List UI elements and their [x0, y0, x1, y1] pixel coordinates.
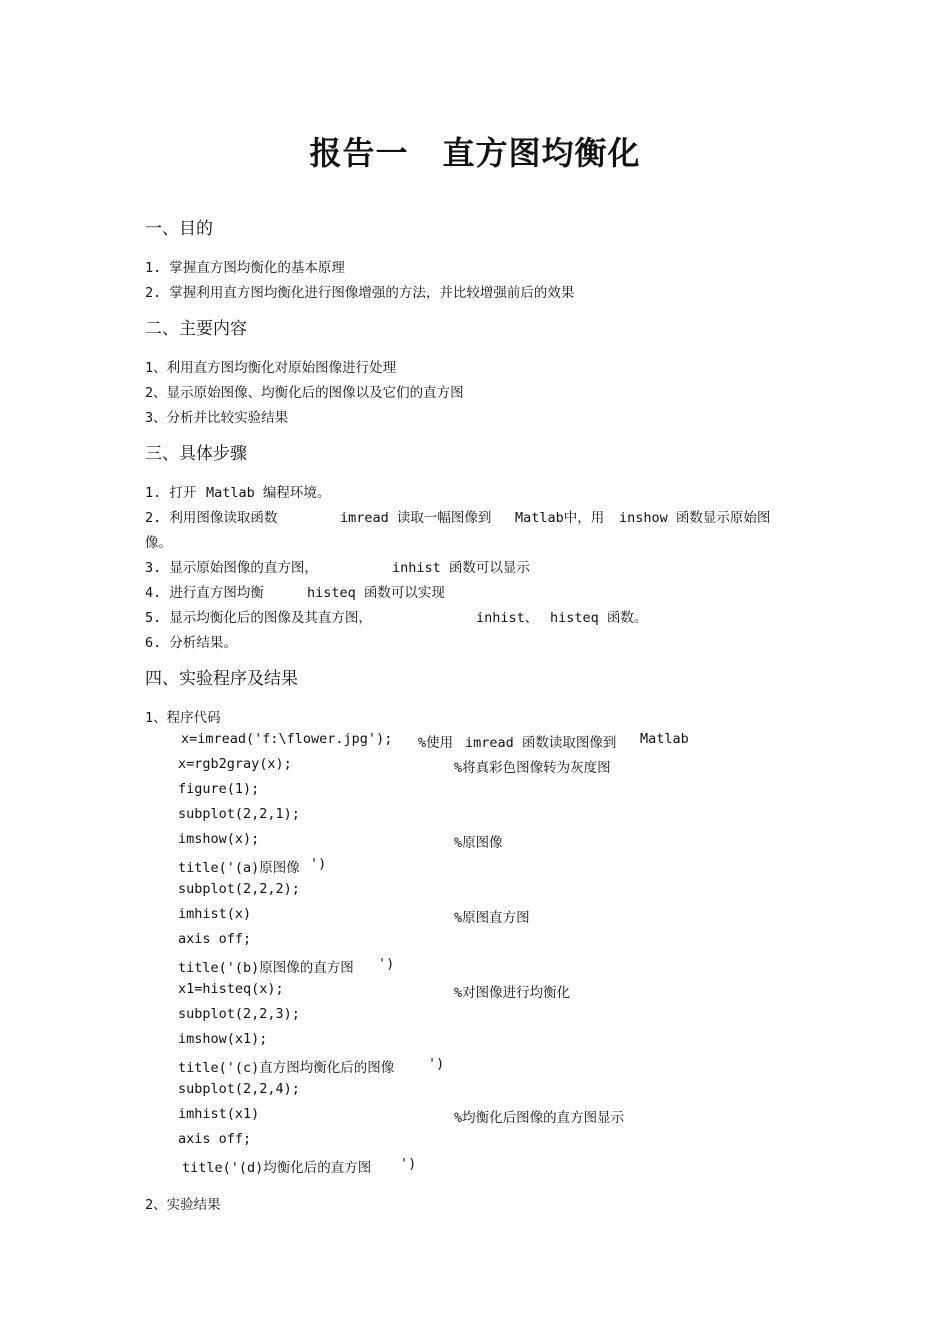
code-line: title('(c)直方图均衡化后的图像 — [178, 1060, 395, 1076]
code-comment: imread 函数读取图像到 — [465, 735, 617, 751]
step-3-text: 3. 显示原始图像的直方图， — [145, 560, 318, 576]
purpose-item: 2. 掌握利用直方图均衡化进行图像增强的方法，并比较增强前后的效果 — [145, 285, 575, 301]
section-heading-purpose: 一、目的 — [145, 219, 213, 239]
code-line: subplot(2,2,2); — [178, 881, 300, 897]
code-line: x=rgb2gray(x); — [178, 756, 292, 772]
code-line: subplot(2,2,4); — [178, 1081, 300, 1097]
code-line: subplot(2,2,3); — [178, 1006, 300, 1022]
step-2-text: Matlab中，用 — [515, 510, 605, 526]
code-line-tail: ') — [428, 1056, 445, 1072]
code-line: imshow(x); — [178, 831, 260, 847]
code-line: title('(d)均衡化后的直方图 — [182, 1160, 372, 1176]
code-comment: %将真彩色图像转为灰度图 — [454, 760, 611, 776]
code-line: imhist(x) — [178, 906, 252, 922]
code-comment: %对图像进行均衡化 — [454, 985, 571, 1001]
content-item: 1、利用直方图均衡化对原始图像进行处理 — [145, 360, 397, 376]
step-4-text: histeq 函数可以实现 — [307, 585, 445, 601]
step-1-text: Matlab 编程环境。 — [206, 485, 331, 501]
step-5-text: 5. 显示均衡化后的图像及其直方图， — [145, 610, 372, 626]
code-line: x1=histeq(x); — [178, 981, 284, 997]
program-label: 1、程序代码 — [145, 710, 221, 726]
code-line: figure(1); — [178, 781, 260, 797]
code-comment: %使用 — [418, 735, 454, 751]
code-line: imhist(x1) — [178, 1106, 260, 1122]
code-line-tail: ') — [378, 956, 395, 972]
purpose-item: 1. 掌握直方图均衡化的基本原理 — [145, 260, 345, 276]
code-line: title('(b)原图像的直方图 — [178, 960, 354, 976]
code-line: imshow(x1); — [178, 1031, 268, 1047]
step-5-text: histeq 函数。 — [550, 610, 648, 626]
step-5-text: inhist、 — [476, 610, 539, 626]
step-2-text: imread 读取一幅图像到 — [340, 510, 492, 526]
title-part-2: 直方图均衡化 — [442, 134, 641, 172]
step-2-text: 2. 利用图像读取函数 — [145, 510, 278, 526]
content-item: 3、分析并比较实验结果 — [145, 410, 289, 426]
title-part-1: 报告一 — [309, 134, 409, 172]
step-2-text: inshow 函数显示原始图 — [619, 510, 771, 526]
section-heading-content: 二、主要内容 — [145, 319, 247, 339]
code-line: title('(a)原图像 — [178, 860, 300, 876]
step-1-text: 1. 打开 — [145, 485, 197, 501]
code-line: x=imread('f:\flower.jpg'); — [181, 731, 393, 747]
code-line-tail: ') — [310, 856, 327, 872]
step-3-text: inhist 函数可以显示 — [392, 560, 530, 576]
step-2-text: 像。 — [145, 535, 172, 551]
code-line: axis off; — [178, 1131, 252, 1147]
step-4-text: 4. 进行直方图均衡 — [145, 585, 264, 601]
section-heading-program: 四、实验程序及结果 — [145, 669, 298, 689]
code-comment: %原图直方图 — [454, 910, 530, 926]
content-item: 2、显示原始图像、均衡化后的图像以及它们的直方图 — [145, 385, 464, 401]
page-title — [0, 128, 950, 174]
section-heading-steps: 三、具体步骤 — [145, 444, 247, 464]
result-label: 2、实验结果 — [145, 1197, 221, 1213]
step-6-text: 6. 分析结果。 — [145, 635, 237, 651]
code-line: axis off; — [178, 931, 252, 947]
code-comment: %均衡化后图像的直方图显示 — [454, 1110, 625, 1126]
code-comment: %原图像 — [454, 835, 503, 851]
code-line: subplot(2,2,1); — [178, 806, 300, 822]
code-line-tail: ') — [400, 1156, 417, 1172]
code-comment: Matlab — [640, 731, 689, 747]
